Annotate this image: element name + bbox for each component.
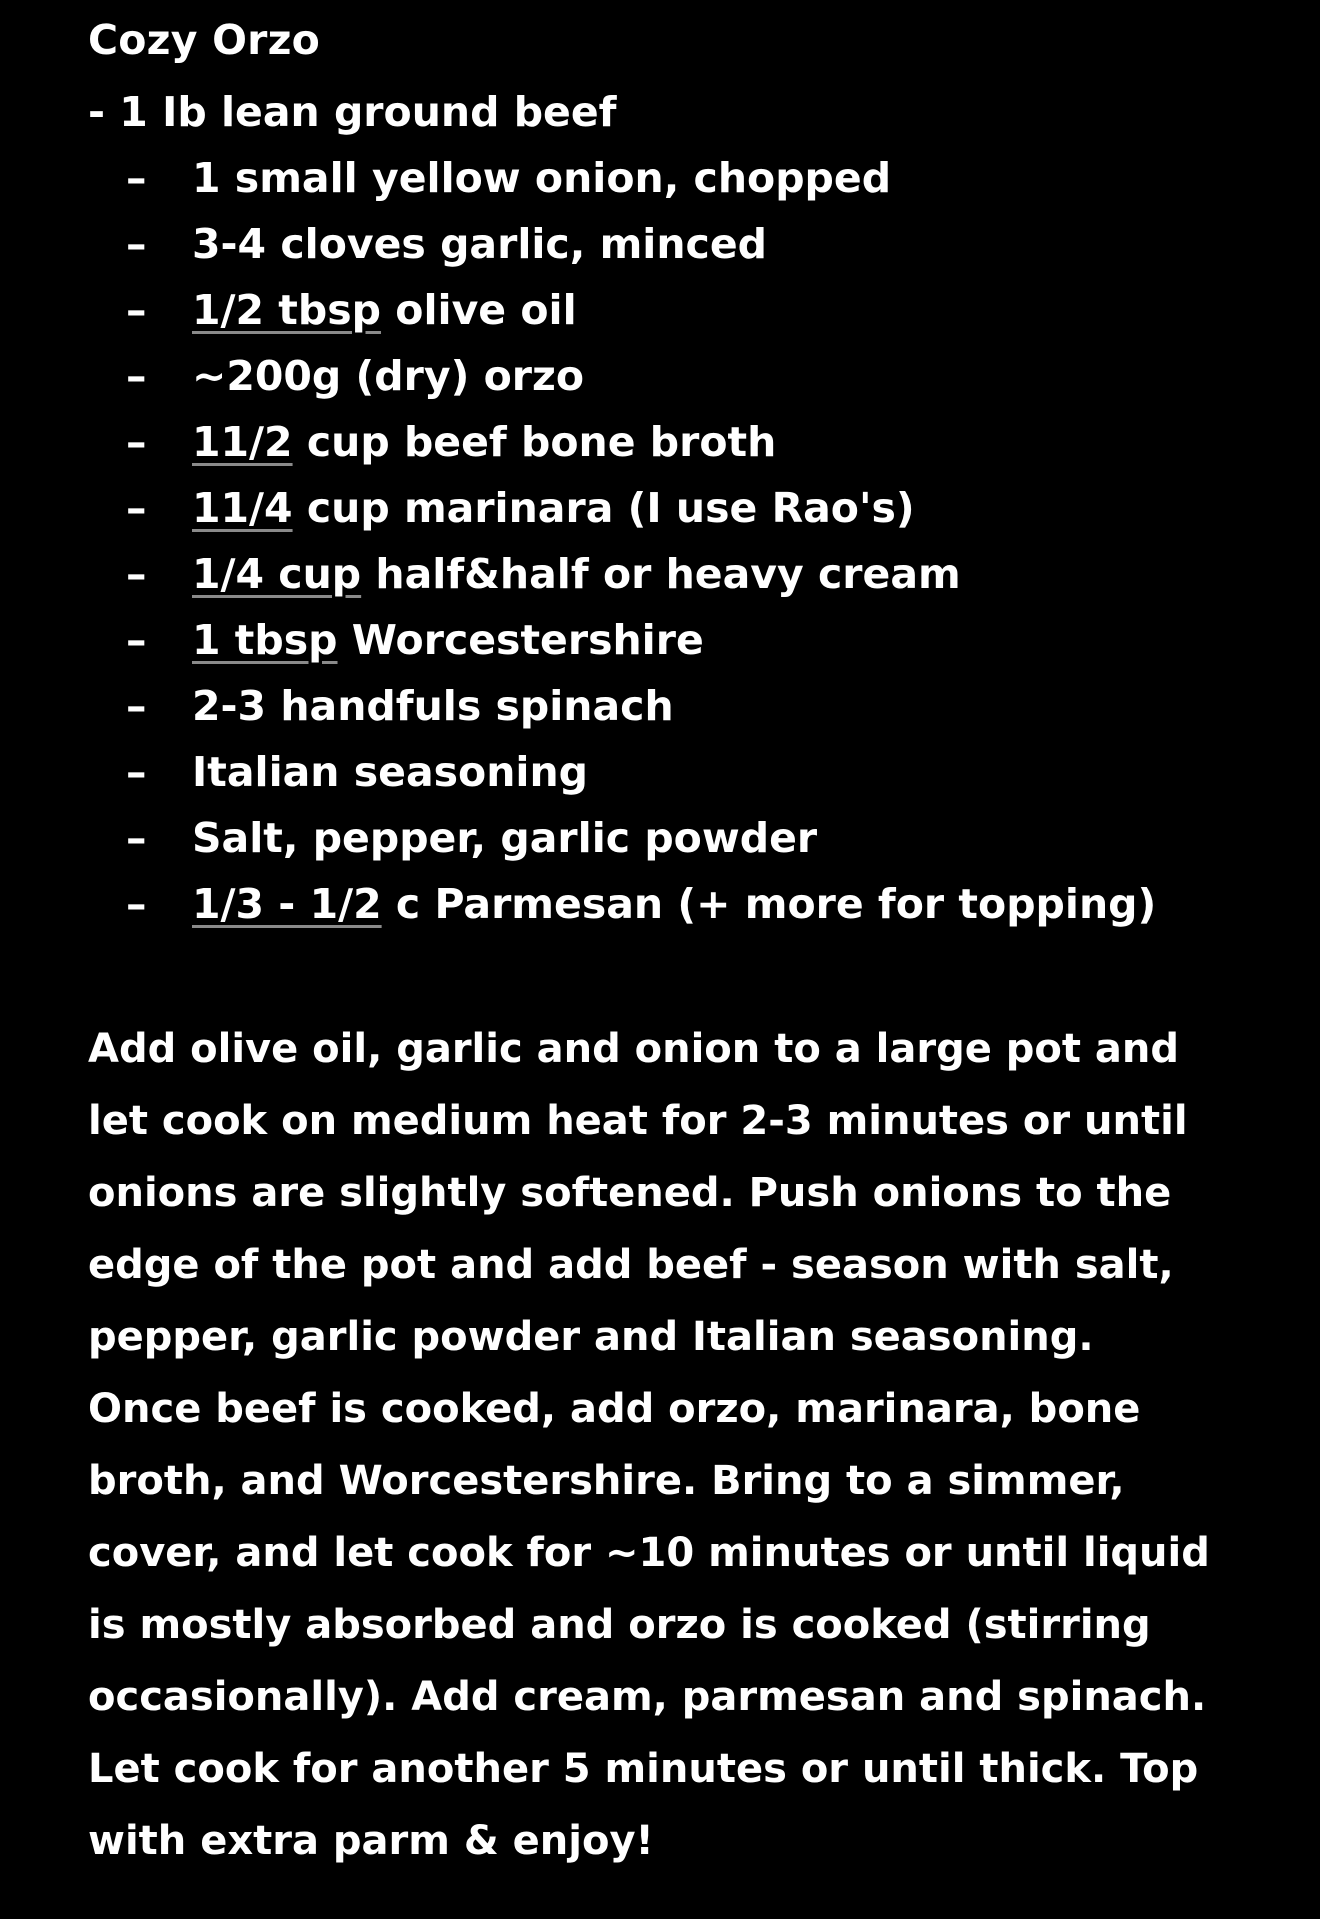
list-dash: – [126, 880, 147, 928]
list-item [88, 682, 1248, 752]
list-item [88, 286, 1248, 356]
list-dash: – [126, 682, 147, 730]
ingredient-text [192, 748, 588, 796]
ingredient-text [192, 616, 704, 664]
list-item [88, 484, 1248, 554]
ingredient-name: Salt, pepper, garlic powder [192, 814, 818, 862]
ingredient-text [192, 418, 777, 466]
list-dash: – [126, 154, 147, 202]
ingredient-list [88, 154, 1248, 950]
list-dash: – [126, 616, 147, 664]
list-dash: – [126, 352, 147, 400]
ingredient-quantity: 1 tbsp [192, 616, 338, 664]
note-title: Cozy Orzo [88, 16, 321, 64]
ingredient-ground-beef: - 1 Ib lean ground beef [88, 88, 617, 136]
list-item [88, 220, 1248, 290]
list-item [88, 550, 1248, 620]
list-item [88, 748, 1248, 818]
ingredient-quantity: 1/4 cup [192, 550, 362, 598]
ingredient-name: Italian seasoning [192, 748, 588, 796]
list-dash: – [126, 484, 147, 532]
list-item [88, 814, 1248, 884]
ingredient-name: cup marinara (I use Rao's) [292, 484, 915, 532]
ingredient-text [192, 220, 768, 268]
ingredient-text [192, 484, 915, 532]
list-dash: – [126, 286, 147, 334]
ingredient-text [192, 286, 577, 334]
ingredient-name: Worcestershire [337, 616, 704, 664]
list-dash: – [126, 550, 147, 598]
ingredient-quantity: 1/3 - 1/2 [192, 880, 382, 928]
list-item [88, 418, 1248, 488]
instruction-paragraph-2: Once beef is cooked, add orzo, marinara, bone broth, and Worcestershire. Bring to a simmer, cover, and let cook for ~10 minutes or until liquid is mostly absorbed and orzo is cooked (stirring occasionally). Add cream, parmesan and spinach. Let cook for another 5 minutes or until thick. Top with extra parm & enjoy! [88, 1386, 1210, 1864]
list-dash: – [126, 220, 147, 268]
ingredient-quantity: 1/2 tbsp [192, 286, 382, 334]
instructions[interactable] [88, 1013, 1248, 1877]
ingredient-name: half&half or heavy cream [361, 550, 961, 598]
list-item [88, 616, 1248, 686]
ingredient-text [192, 814, 818, 862]
ingredient-text [192, 550, 961, 598]
list-dash: – [126, 814, 147, 862]
list-item [88, 352, 1248, 422]
ingredient-quantity: 11/2 [192, 418, 293, 466]
ingredient-name: ~200g (dry) orzo [192, 352, 585, 400]
list-item [88, 880, 1248, 950]
ingredient-text [192, 682, 674, 730]
instruction-paragraph-1: Add olive oil, garlic and onion to a large pot and let cook on medium heat for 2-3 minutes or until onions are slightly softened. Push onions to the edge of the pot and add beef - season with salt, pepper, garlic powder and Italian seasoning. [88, 1026, 1188, 1360]
list-item [88, 154, 1248, 224]
ingredient-name: 3-4 cloves garlic, minced [192, 220, 768, 268]
ingredient-name: 2-3 handfuls spinach [192, 682, 674, 730]
list-dash: – [126, 748, 147, 796]
ingredient-name: 1 small yellow onion, chopped [192, 154, 892, 202]
ingredient-quantity: 11/4 [192, 484, 293, 532]
ingredient-text [192, 352, 585, 400]
list-dash: – [126, 418, 147, 466]
ingredient-name: olive oil [381, 286, 577, 334]
ingredient-name: c Parmesan (+ more for topping) [381, 880, 1157, 928]
ingredient-name: cup beef bone broth [292, 418, 777, 466]
ingredient-text [192, 880, 1157, 928]
ingredient-text [192, 154, 892, 202]
note-body[interactable] [88, 0, 1248, 950]
